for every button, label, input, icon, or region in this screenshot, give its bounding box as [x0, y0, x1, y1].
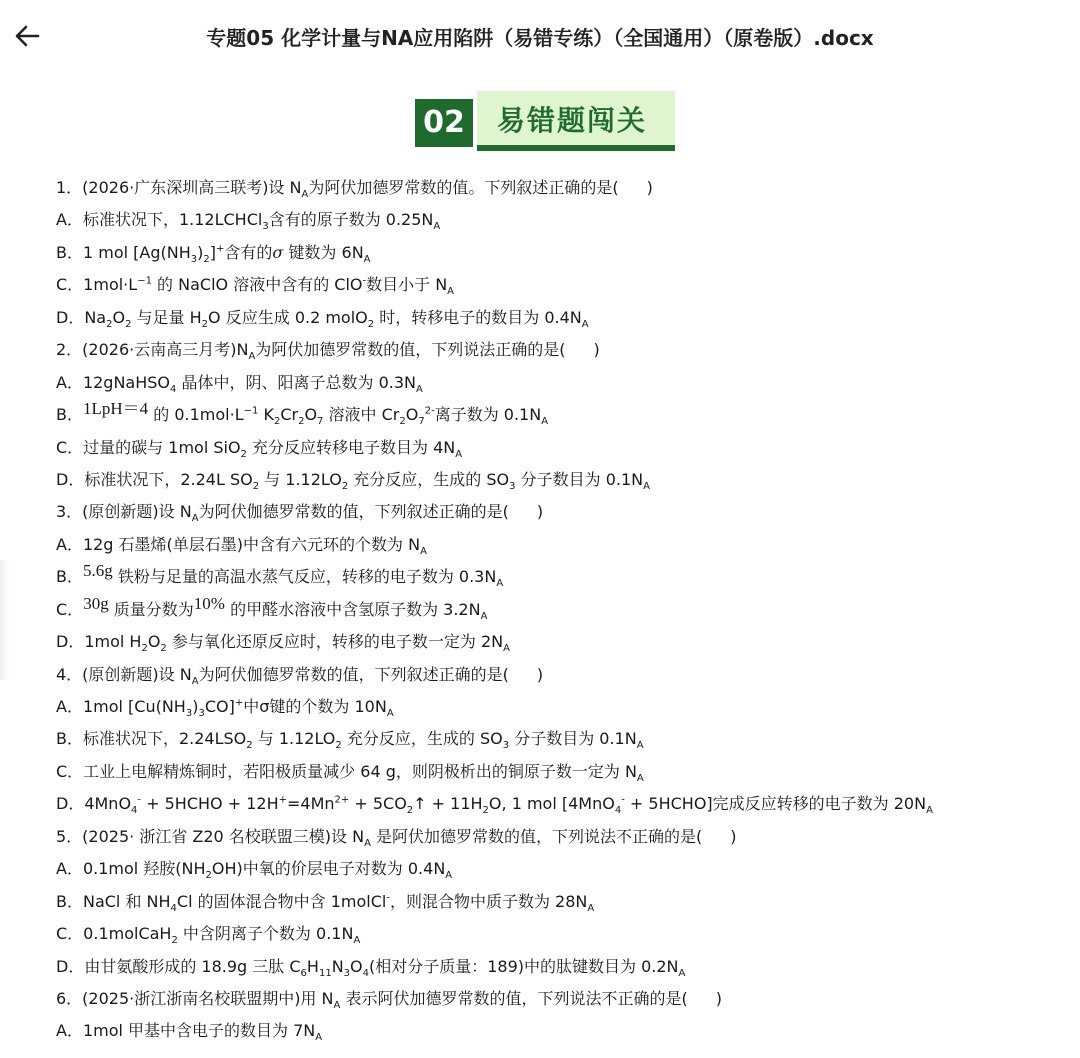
top-bar — [0, 0, 1080, 72]
question-5-option-c: C．0.1molCaH$_2$ 中含阴离子个数为 $0.1N_A$ — [56, 924, 361, 947]
section-label: 易错题闯关 — [497, 104, 648, 137]
question-5-option-d: D．由甘氨酸形成的 18.9g 三肽 $C_6H_{11}N_3O_4$(相对分子质量：189)中的肽键数目为 $0.2N_A$ — [56, 956, 686, 979]
question-6-stem: 6．(2025·浙江浙南名校联盟期中)用 $N_A$ 表示阿伏加德罗常数的值，下列说法不正确的是( ) — [56, 988, 722, 1012]
question-2-stem: 2．(2026·云南高三月考)$N_A$为阿伏加德罗常数的值，下列说法正确的是( ) — [56, 340, 600, 363]
question-2-option-b: B．1LpH＝4 的 $0.1mol\cdot L^{-1}$ $K_2Cr_2O_7$ 溶液中 $Cr_2O_7^{2-}$离子数为 $0.1N_A$ — [56, 399, 549, 428]
formula-image: 5.6g — [82, 561, 113, 581]
question-1-option-b: B．1 mol $[Ag(NH_3)_2]^+$含有的σ 键数为 $6N_A$ — [56, 242, 371, 266]
arrow-left-icon[interactable] — [12, 20, 44, 52]
question-4-option-c: C．工业上电解精炼铜时，若阳极质量减少 64 g，则阴极析出的铜原子数一定为 $N_A$ — [56, 761, 644, 785]
question-5-option-b: B．NaCl 和 $NH_4Cl$ 的固体混合物中含 1molCl-，则混合物中质子数为 $28N_A$ — [56, 891, 595, 914]
scroll-shadow — [0, 560, 10, 680]
formula-image: 10% — [193, 593, 225, 613]
question-6-option-a: A．1mol 甲基中含电子的数目为 $7N_A$ — [56, 1021, 323, 1044]
question-4-option-d: D．4MnO$_4$- + 5HCHO + $12H^+=4Mn^{2+}$ + $5CO_2↑ + 11H_2O$, 1 mol [4MnO$_4$- + 5HCHO]完成反应转移的电子数为 $20N_A$ — [56, 794, 933, 817]
question-1-option-a: A．标准状况下，1.12LCHCl$_3$含有的原子数为 $0.25N_A$ — [56, 210, 441, 233]
section-label-bar — [477, 91, 675, 151]
question-4-option-a: A．1mol $[Cu(NH_3)_3CO]^+$中σ键的个数为 $10N_A$ — [56, 697, 394, 720]
section-number: 02 — [415, 99, 473, 147]
question-3-option-d: D．1mol $H_2O_2$ 参与氧化还原反应时，转移的电子数一定为 $2N_A$ — [56, 632, 510, 655]
section-banner — [415, 91, 675, 155]
document-title: 专题05 化学计量与NA应用陷阱（易错专练）（全国通用）（原卷版）.docx — [206, 26, 874, 50]
question-2-option-d: D．标准状况下，2.24L $SO_2$ 与 $1.12LO_2$ 充分反应，生成的 $SO_3$ 分子数目为 $0.1N_A$ — [56, 469, 650, 493]
question-2-option-a: A．12gNaHSO$_4$ 晶体中，阴、阳离子总数为 $0.3N_A$ — [56, 372, 423, 395]
question-1-stem: 1．(2026·广东深圳高三联考)设 $N_A$为阿伏加德罗常数的值。下列叙述正确的是( ) — [56, 178, 653, 201]
formula-image: 1LpH＝4 — [82, 399, 149, 419]
question-3-option-c: C．30g 质量分数为10% 的甲醛水溶液中含氢原子数为 $3.2N_A$ — [56, 593, 488, 622]
question-2-option-c: C．过量的碳与 1mol SiO$_2$ 充分反应转移电子数目为 $4N_A$ — [56, 437, 463, 460]
question-3-option-b: B．5.6g 铁粉与足量的高温水蒸气反应，转移的电子数为 $0.3N_A$ — [56, 561, 504, 590]
document-content — [56, 172, 1066, 1048]
question-5-option-a: A．0.1mol 羟胺$(NH_2OH)$中氧的价层电子对数为 $0.4N_A$ — [56, 859, 453, 882]
question-1-option-d: D．$Na_2O_2$ 与足量 $H_2O$ 反应生成 0.2 molO$_2$ 时，转移电子的数目为 $0.4N_A$ — [56, 307, 589, 330]
question-5-stem: 5．(2025· 浙江省 Z20 名校联盟三模)设 $N_A$ 是阿伏加德罗常数的值，下列说法不正确的是( ) — [56, 826, 737, 849]
question-3-option-a: A．12g 石墨烯(单层石墨)中含有六元环的个数为 $N_A$ — [56, 534, 427, 557]
question-4-stem: 4．(原创新题)设 $N_A$为阿伏伽德罗常数的值，下列叙述正确的是( ) — [56, 664, 544, 687]
question-1-option-c: C．$1mol\cdot L^{-1}$ 的 NaClO 溶液中含有的 ClO-数目小于 $N_A$ — [56, 275, 455, 298]
formula-image: 30g — [83, 593, 109, 613]
question-4-option-b: B．标准状况下，$2.24LSO_2$ 与 $1.12LO_2$ 充分反应，生成的 $SO_3$ 分子数目为 $0.1N_A$ — [56, 729, 644, 752]
question-3-stem: 3．(原创新题)设 $N_A$为阿伏伽德罗常数的值，下列叙述正确的是( ) — [56, 502, 544, 525]
